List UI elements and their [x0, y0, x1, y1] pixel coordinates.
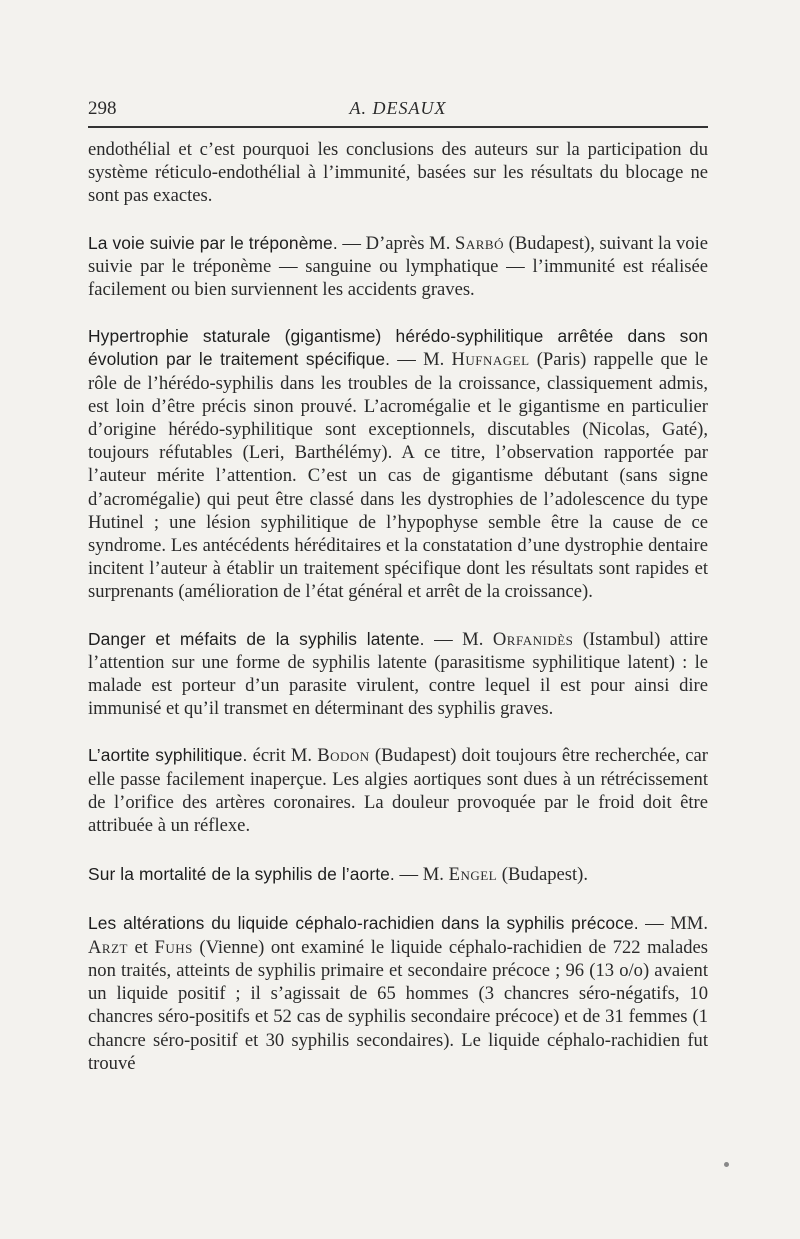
paragraph-continuation: [88, 138, 708, 208]
section-intro: écrit M.: [247, 745, 318, 767]
section-mortalite: [88, 863, 708, 886]
print-speck: [724, 1162, 729, 1167]
section-text: (Istambul) attire l’attention sur une forme de syphilis latente (parasitisme syphilitique latent) : le malade est porteur d’un parasite virulent, contre lequel il est pour ainsi dire immunisé et qu’il transmet en déterminant des syphilis graves.: [88, 628, 708, 720]
author-name: Fuhs: [154, 936, 193, 958]
section-intro: — MM.: [638, 913, 708, 935]
section-text: (Paris) rappelle que le rôle de l’hérédo-syphilis dans les troubles de la croissance, classiquement admis, est loin d’être précis sinon prouvé. L’acromégalie et le gigantisme en particulier d’origine hérédo-syphilitique sont exceptionnels, discutables (Nicolas, Gaté), toujours réfutables (Leri, Barthélémy). A ce titre, l’observation rapportée par l’auteur mérite l’attention. C’est un cas de gigantisme débutant (sans signe d’acromégalie) qui peut être classé dans les dystrophies de l’adolescence du type Hutinel ; une lésion syphilitique de l’hypophyse semble être la cause de ce syndrome. Les antécédents héréditaires et la constatation d’une dystrophie dentaire incitent l’auteur à établir un traitement spécifique dont les résultats sont rapides et surprenants (amélioration de l’état général et arrêt de la croissance).: [88, 349, 708, 603]
author-name: Hufnagel: [451, 349, 530, 371]
section-syphilis-latente: [88, 628, 708, 721]
section-title: Sur la mortalité de la syphilis de l’aorte.: [88, 864, 395, 885]
section-title: Hypertrophie staturale (gigantisme) hérédo-syphilitique arrêtée dans son évolution par le traitement spécifique.: [88, 326, 708, 370]
running-head: A. DESAUX: [349, 98, 447, 118]
section-title: Les altérations du liquide céphalo-rachidien dans la syphilis précoce.: [88, 913, 639, 934]
author-name: Sarbó: [455, 232, 504, 254]
section-treponeme: [88, 232, 708, 302]
author-name: Engel: [448, 864, 498, 886]
header-rule: [88, 126, 708, 128]
section-title: Danger et méfaits de la syphilis latente.: [88, 628, 425, 649]
section-title: L’aortite syphilitique.: [88, 745, 248, 766]
page: [88, 92, 708, 1075]
author-name: Orfanidès: [492, 628, 574, 650]
section-title: La voie suivie par le tréponème.: [88, 232, 338, 253]
section-text: (Vienne) ont examiné le liquide céphalo-rachidien de 722 malades non traités, atteints de syphilis primaire et secondaire précoce ; 96 (13 o/o) avaient un liquide positif ; il s’agissait de 65 hommes (3 chancres séro-négatifs, 10 chancres séro-positifs et 52 cas de syphilis secondaire précoce) et de 31 femmes (1 chancre séro-positif et 30 syphilis secondaires). Le liquide céphalo-rachidien fut trouvé: [88, 936, 708, 1074]
author-name: Bodon: [317, 745, 370, 767]
section-liquide-cephalo: [88, 912, 708, 1074]
section-intro: — M.: [390, 349, 452, 371]
section-intro: — M.: [424, 628, 493, 650]
section-text: (Budapest).: [497, 864, 589, 886]
section-gigantisme: [88, 325, 708, 603]
section-intro: — D’après M.: [337, 232, 456, 254]
page-header: [88, 92, 708, 126]
section-conjunction: et: [127, 936, 155, 958]
page-number: 298: [88, 98, 117, 119]
author-name: Arzt: [88, 936, 128, 958]
section-aortite: [88, 744, 708, 837]
paragraph-text: endothélial et c’est pourquoi les conclusions des auteurs sur la participation du système réticulo-endothélial à l’immunité, basées sur les résultats du blocage ne sont pas exactes.: [88, 139, 708, 207]
section-text: (Budapest), suivant la voie suivie par le tréponème — sanguine ou lymphatique — l’immunité est réalisée facilement ou bien surviennent les accidents graves.: [88, 232, 709, 301]
section-intro: — M.: [394, 864, 449, 886]
section-text: (Budapest) doit toujours être recherchée, car elle passe facilement inaperçue. Les algies aortiques sont dues à un rétrécissement de l’orifice des artères coronaires. La douleur provoquée par le froid doit être attribuée à un réflexe.: [88, 745, 708, 837]
